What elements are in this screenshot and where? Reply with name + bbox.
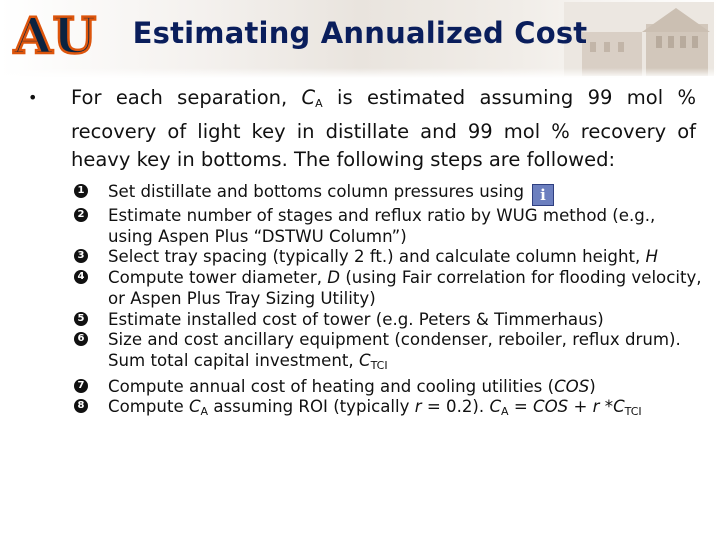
info-icon[interactable]: i bbox=[532, 184, 554, 206]
number-7-icon: 7 bbox=[74, 379, 88, 393]
step-8-text-3: = 0.2). bbox=[421, 397, 490, 417]
step-4-text-2: (using Fair correlation for flooding velocity, or Aspen Plus Tray Sizing Utility) bbox=[108, 268, 702, 308]
step-8-symbol-3: C bbox=[489, 397, 502, 417]
step-3 bbox=[74, 247, 704, 268]
step-2-text: Estimate number of stages and reflux ratio by WUG method (e.g., using Aspen Plus “DSTWU Column”) bbox=[108, 206, 656, 246]
slide-title: Estimating Annualized Cost bbox=[132, 16, 588, 50]
step-6 bbox=[74, 330, 704, 376]
step-2 bbox=[74, 206, 704, 247]
number-1-icon: 1 bbox=[74, 184, 88, 198]
step-8-symbol-2: r bbox=[414, 397, 422, 417]
intro-symbol: C bbox=[301, 86, 316, 109]
number-8-icon: 8 bbox=[74, 399, 88, 413]
step-8 bbox=[74, 397, 704, 423]
step-8-subscript-6: TCI bbox=[624, 405, 642, 419]
step-3-symbol: H bbox=[645, 247, 659, 267]
step-5 bbox=[74, 310, 704, 331]
step-3-text: Select tray spacing (typically 2 ft.) and calculate column height, bbox=[108, 247, 646, 267]
steps-list bbox=[74, 182, 704, 423]
header-banner bbox=[0, 0, 720, 78]
step-8-subscript-1: A bbox=[200, 405, 209, 419]
step-8-text-4: = bbox=[508, 397, 534, 417]
step-8-symbol-1: C bbox=[188, 397, 201, 417]
step-7-text-2: ) bbox=[589, 376, 596, 396]
step-6-text: Size and cost ancillary equipment (condenser, reboiler, reflux drum). Sum total capital investment, bbox=[108, 330, 681, 370]
step-7-text-1: Compute annual cost of heating and cooling utilities ( bbox=[108, 376, 555, 396]
step-6-subscript: TCI bbox=[370, 358, 388, 372]
step-8-text-5: + bbox=[568, 397, 593, 417]
intro-text-1: For each separation, bbox=[71, 86, 302, 109]
step-5-text: Estimate installed cost of tower (e.g. Peters & Timmerhaus) bbox=[108, 309, 604, 329]
number-2-icon: 2 bbox=[74, 208, 88, 222]
number-5-icon: 5 bbox=[74, 312, 88, 326]
step-4-symbol: D bbox=[327, 268, 341, 288]
step-8-symbol-5: r bbox=[592, 397, 600, 417]
step-7 bbox=[74, 377, 704, 398]
step-8-symbol-4: COS bbox=[533, 397, 569, 417]
number-3-icon: 3 bbox=[74, 249, 88, 263]
logo-text: AU bbox=[13, 6, 97, 62]
step-8-text-6: * bbox=[599, 397, 614, 417]
step-8-text-2: assuming ROI (typically bbox=[208, 397, 415, 417]
step-1 bbox=[74, 182, 704, 206]
step-4-text-1: Compute tower diameter, bbox=[108, 268, 328, 288]
step-4 bbox=[74, 268, 704, 309]
step-8-symbol-6: C bbox=[613, 397, 625, 417]
step-1-text: Set distillate and bottoms column pressures using bbox=[108, 182, 525, 201]
step-8-subscript-3: A bbox=[501, 405, 509, 419]
intro-paragraph bbox=[71, 84, 696, 174]
intro-text-2: is estimated assuming 99 mol % recovery of light key in distillate and 99 mol % recovery of heavy key in bottoms. The following steps are followed: bbox=[71, 86, 697, 171]
intro-subscript: A bbox=[315, 97, 323, 110]
step-6-symbol: C bbox=[358, 350, 371, 370]
step-8-text-1: Compute bbox=[108, 397, 189, 417]
step-7-symbol: COS bbox=[554, 376, 590, 396]
number-6-icon: 6 bbox=[74, 332, 88, 346]
bullet-icon: • bbox=[28, 88, 38, 107]
number-4-icon: 4 bbox=[74, 270, 88, 284]
